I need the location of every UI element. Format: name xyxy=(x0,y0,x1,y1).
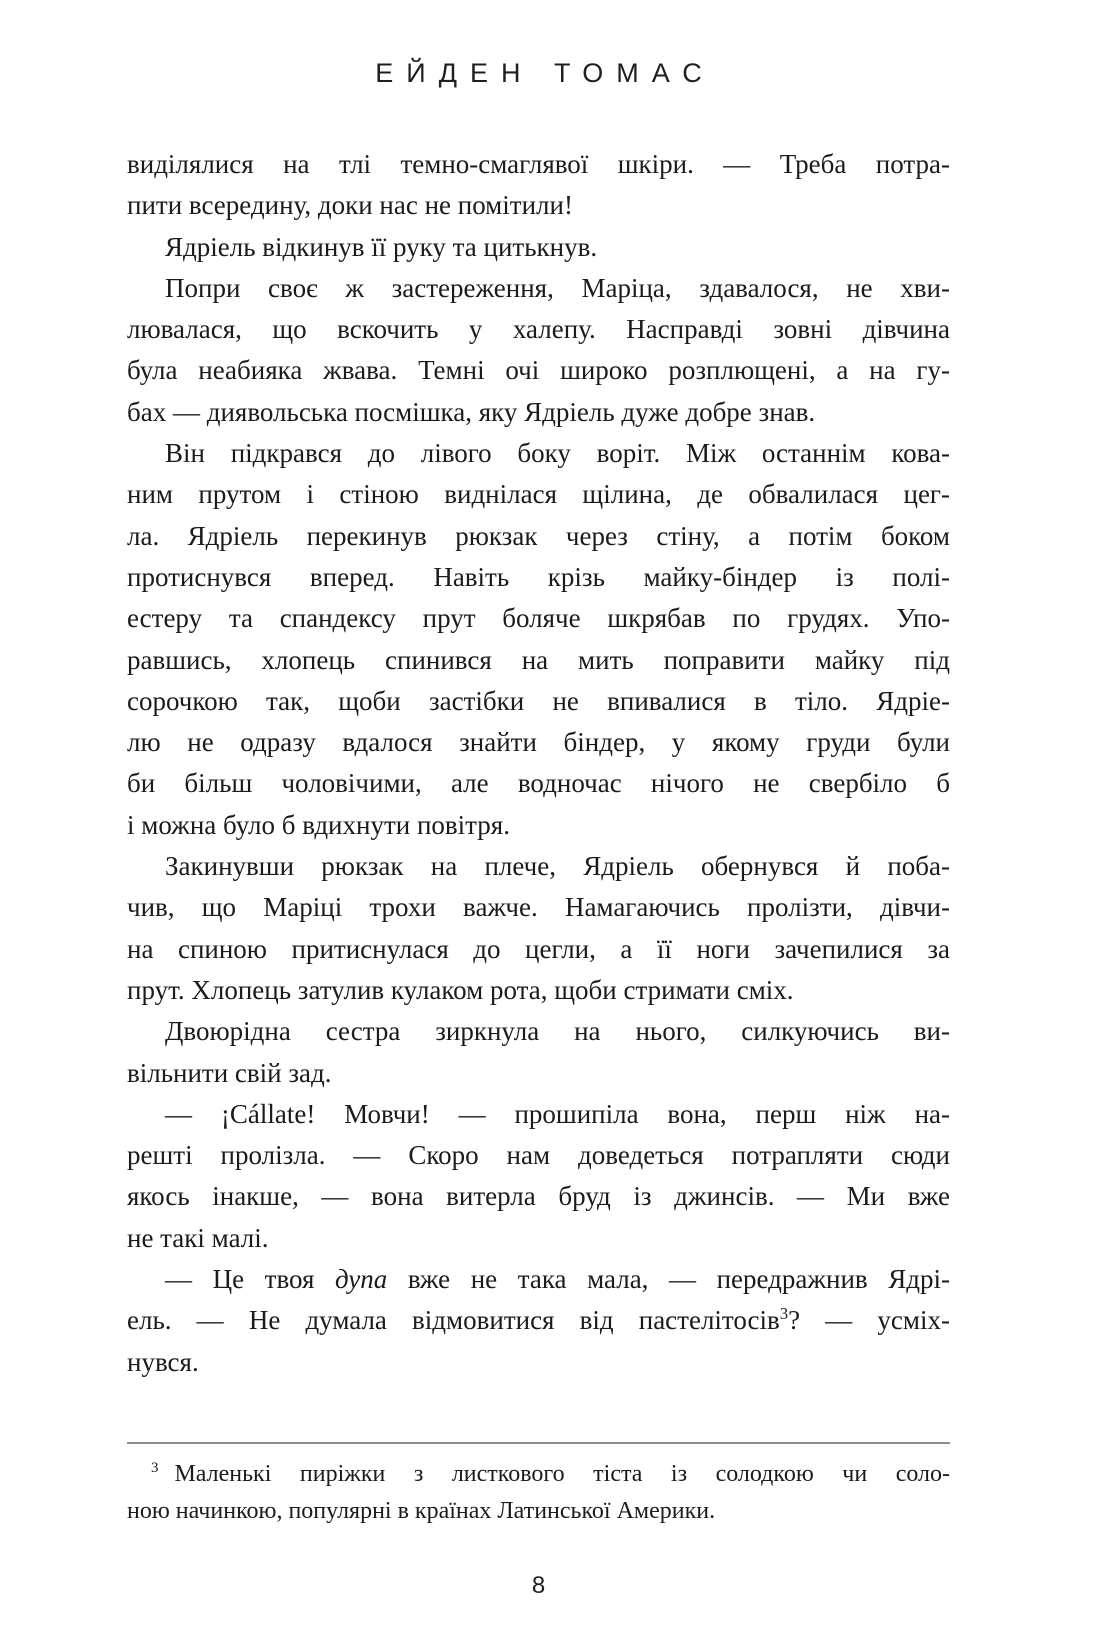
text-line: ла. Ядріель перекинув рюкзак через стіну, а потім боком xyxy=(127,520,950,551)
text-line: не такі малі. xyxy=(127,1222,269,1253)
text-line: решті пролізла. — Скоро нам доведеться потрапляти сюди xyxy=(127,1140,950,1171)
text-line: — ¡Cállate! Мовчи! — прошипіла вона, перш ніж на- xyxy=(165,1098,950,1129)
text-line: якось інакше, — вона витерла бруд із джинсів. — Ми вже xyxy=(127,1181,950,1212)
text-line: вільнити свій зад. xyxy=(127,1057,332,1088)
footnote-line: $^3$ Маленькі пиріжки з листкового тіста із солодкою чи соло- xyxy=(151,1460,950,1487)
page-number: 8 xyxy=(531,1572,546,1599)
text-line: Він підкрався до лівого боку воріт. Між останнім кова- xyxy=(165,438,950,469)
text-line: бах — диявольська посмішка, яку Ядріель дуже добре знав. xyxy=(127,396,816,427)
text-line: би більш чоловічими, але водночас нічого не свербіло б xyxy=(127,768,950,799)
text-line: на спиною притиснулася до цегли, а її ноги зачепилися за xyxy=(127,933,950,964)
text-line: Попри своє ж застереження, Маріца, здавалося, не хви- xyxy=(165,272,950,303)
body-text xyxy=(127,144,950,1383)
text-line: і можна було б вдихнути повітря. xyxy=(127,809,510,840)
text-line: лювалася, що вскочить у халепу. Насправді зовні дівчина xyxy=(127,314,950,345)
footnote-divider xyxy=(127,1442,950,1444)
text-line: Двоюрідна сестра зиркнула на нього, силкуючись ви- xyxy=(165,1016,950,1047)
text-line: естеру та спандексу прут боляче шкрябав по грудях. Упо- xyxy=(127,603,950,634)
text-line: чив, що Маріці трохи важче. Намагаючись пролізти, дівчи- xyxy=(127,892,950,923)
text-line: прут. Хлопець затулив кулаком рота, щоби стримати сміх. xyxy=(127,974,794,1005)
text-line: сорочкою так, щоби застібки не впивалися в тіло. Ядріе- xyxy=(127,685,950,716)
text-line: виділялися на тлі темно-смаглявої шкіри. — Треба потра- xyxy=(127,149,950,179)
text-line: лю не одразу вдалося знайти біндер, у якому груди були xyxy=(127,727,950,758)
text-line: нувся. xyxy=(127,1346,199,1377)
text-line: Закинувши рюкзак на плече, Ядріель обернувся й поба- xyxy=(165,851,950,882)
text-line: пити всередину, доки нас не помітили! xyxy=(127,190,573,221)
footnote-line: ною начинкою, популярні в країнах Латинської Америки. xyxy=(127,1498,716,1524)
text-line: Ядріель відкинув її руку та цитькнув. xyxy=(165,231,598,262)
text-line: протиснувся вперед. Навіть крізь майку-біндер із полі- xyxy=(127,561,950,592)
text-line: — Це твоя дупа вже не така мала, — передражнив Ядрі- xyxy=(165,1264,950,1295)
footnote xyxy=(127,1456,950,1530)
running-header-author: ЕЙДЕН ТОМАС xyxy=(375,58,715,88)
text-line: ель. — Не думала відмовитися від пастелітосів$^3$? — усміх- xyxy=(127,1304,950,1336)
text-line: ним прутом і стіною виднілася щілина, де обвалилася цег- xyxy=(127,479,950,510)
text-line: равшись, хлопець спинився на мить поправити майку під xyxy=(127,644,950,675)
text-line: була неабияка жвава. Темні очі широко розплющені, а на гу- xyxy=(127,355,950,386)
